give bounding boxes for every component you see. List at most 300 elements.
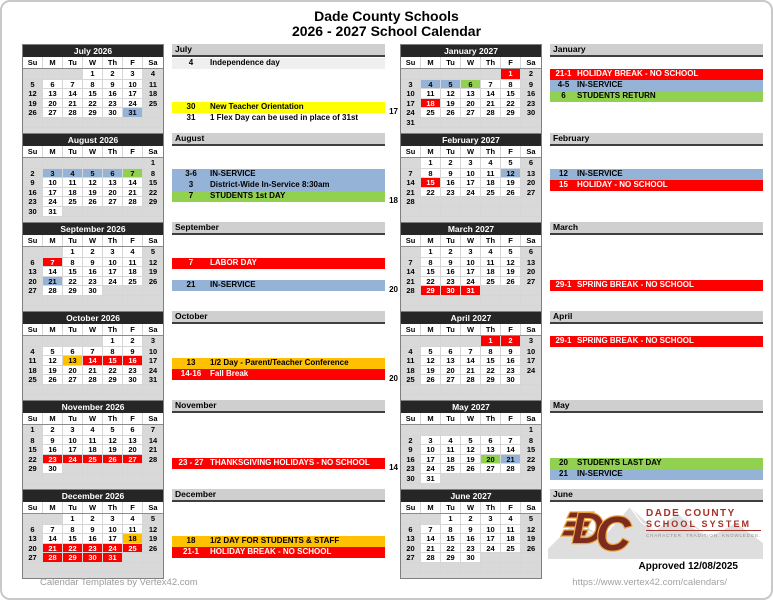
calendar-day-cell: 13 — [401, 533, 421, 543]
calendar-day-cell: 17 — [521, 355, 541, 365]
calendar-day-cell: 7 — [401, 168, 421, 178]
calendar-day-cell: 14 — [501, 444, 521, 454]
calendar-day-cell: 28 — [501, 463, 521, 473]
weekday-label: Sa — [526, 414, 536, 423]
calendar-day-cell: 29 — [501, 107, 521, 117]
event-date: 3 — [188, 180, 194, 189]
logo-line2: SCHOOL SYSTEM — [646, 519, 761, 531]
calendar-day-cell: 16 — [441, 177, 461, 187]
weekday-header-row — [401, 235, 541, 247]
calendar-empty-cell — [103, 562, 123, 572]
calendar-day-cell: 10 — [521, 346, 541, 356]
calendar-day-cell: 26 — [441, 107, 461, 117]
calendar-day-cell: 27 — [103, 196, 123, 206]
event-row — [172, 536, 385, 547]
calendar-day-cell: 31 — [421, 473, 441, 483]
calendar-empty-cell — [123, 117, 143, 127]
calendar-day-cell: 23 — [83, 276, 103, 286]
weekday-label: Tu — [441, 413, 461, 424]
month-notes-march — [550, 222, 763, 309]
weekday-label: Th — [481, 235, 501, 246]
calendar-day-cell: 14 — [421, 533, 441, 543]
calendar-day-cell: 28 — [421, 552, 441, 562]
weekday-label: M — [43, 235, 63, 246]
calendar-empty-cell — [481, 196, 501, 206]
calendar-empty-cell — [43, 514, 63, 524]
calendar-empty-cell — [83, 463, 103, 473]
calendar-day-cell: 18 — [401, 365, 421, 375]
calendar-day-cell: 19 — [83, 187, 103, 197]
calendar-day-cell: 13 — [441, 355, 461, 365]
calendar-day-cell: 26 — [143, 543, 163, 553]
weekday-label: Sa — [526, 236, 536, 245]
calendar-day-cell: 1 — [143, 158, 163, 168]
calendar-empty-cell — [103, 463, 123, 473]
calendar-day-cell: 12 — [143, 257, 163, 267]
calendar-day-cell: 2 — [461, 514, 481, 524]
calendar-day-cell: 16 — [123, 355, 143, 365]
month-notes-september — [172, 222, 385, 309]
calendar-day-cell: 31 — [461, 285, 481, 295]
notes-month-header: May — [550, 400, 763, 413]
event-date: 12 — [559, 169, 568, 178]
weekday-label: Th — [103, 146, 123, 157]
calendar-empty-cell — [461, 336, 481, 346]
calendar-day-cell: 12 — [83, 177, 103, 187]
calendar-day-cell: 20 — [461, 98, 481, 108]
weekday-header-row — [23, 413, 163, 425]
calendar-day-cell: 24 — [461, 276, 481, 286]
calendar-day-cell: 7 — [481, 79, 501, 89]
mini-calendar-june — [400, 489, 542, 579]
weekday-label: F — [501, 502, 521, 513]
calendar-day-cell: 15 — [441, 533, 461, 543]
calendar-footer-strip — [23, 305, 163, 311]
calendar-day-cell: 11 — [481, 168, 501, 178]
calendar-day-cell: 18 — [123, 533, 143, 543]
calendar-day-cell: 12 — [421, 355, 441, 365]
calendar-day-cell: 19 — [441, 98, 461, 108]
calendar-day-cell: 30 — [23, 206, 43, 216]
calendar-day-cell: 28 — [481, 107, 501, 117]
calendar-day-cell: 28 — [401, 285, 421, 295]
event-label: New Teacher Orientation — [210, 102, 304, 111]
mini-calendar-august — [22, 133, 164, 223]
weekday-header-row — [401, 413, 541, 425]
mini-calendar-january — [400, 44, 542, 134]
weekday-label: M — [421, 235, 441, 246]
calendar-empty-cell — [23, 69, 43, 79]
calendar-day-cell: 3 — [461, 247, 481, 257]
calendar-day-cell: 30 — [123, 374, 143, 384]
calendar-empty-cell — [401, 384, 421, 394]
calendar-grid — [401, 247, 541, 305]
calendar-day-cell: 15 — [143, 177, 163, 187]
calendar-day-cell: 27 — [63, 374, 83, 384]
event-date: 21 — [186, 280, 196, 289]
calendar-empty-cell — [143, 295, 163, 305]
month-block-february — [389, 133, 763, 222]
calendar-day-cell: 10 — [143, 346, 163, 356]
calendar-day-cell: 11 — [23, 355, 43, 365]
calendar-empty-cell — [83, 473, 103, 483]
weekday-label: Th — [481, 413, 501, 424]
calendar-empty-cell — [143, 552, 163, 562]
calendar-empty-cell — [441, 336, 461, 346]
calendar-empty-cell — [143, 206, 163, 216]
calendar-day-cell: 16 — [83, 533, 103, 543]
calendar-day-cell: 29 — [83, 107, 103, 117]
calendar-empty-cell — [63, 295, 83, 305]
calendar-empty-cell — [83, 384, 103, 394]
calendar-day-cell: 6 — [23, 524, 43, 534]
calendar-day-cell: 15 — [83, 88, 103, 98]
calendar-day-cell: 30 — [461, 552, 481, 562]
calendar-day-cell: 28 — [63, 107, 83, 117]
notes-month-header: April — [550, 311, 763, 324]
calendar-day-cell: 18 — [83, 444, 103, 454]
calendar-day-cell: 3 — [421, 435, 441, 445]
calendar-day-cell: 26 — [501, 187, 521, 197]
calendar-day-cell: 20 — [63, 365, 83, 375]
calendar-empty-cell — [123, 562, 143, 572]
month-block-january — [389, 44, 763, 133]
calendar-empty-cell — [63, 473, 83, 483]
calendar-day-cell: 27 — [441, 374, 461, 384]
monogram-letter-d: D — [572, 504, 604, 553]
calendar-empty-cell — [23, 247, 43, 257]
calendar-day-cell: 15 — [23, 444, 43, 454]
calendar-day-cell: 27 — [23, 285, 43, 295]
calendar-empty-cell — [63, 384, 83, 394]
calendar-month-title: January 2027 — [401, 45, 541, 57]
event-date: 20 — [559, 458, 568, 467]
calendar-day-cell: 8 — [103, 346, 123, 356]
weekday-label: M — [421, 146, 441, 157]
weekday-label: W — [461, 413, 481, 424]
calendar-empty-cell — [501, 285, 521, 295]
event-label: STUDENTS LAST DAY — [577, 458, 662, 467]
calendar-day-cell: 22 — [103, 365, 123, 375]
calendar-empty-cell — [123, 552, 143, 562]
calendar-empty-cell — [23, 384, 43, 394]
calendar-day-cell: 21 — [481, 98, 501, 108]
event-date: 7 — [188, 258, 194, 267]
calendar-empty-cell — [63, 336, 83, 346]
event-row — [550, 469, 763, 480]
event-row — [172, 458, 385, 469]
calendar-day-cell: 22 — [481, 365, 501, 375]
calendar-empty-cell — [103, 158, 123, 168]
calendar-empty-cell — [83, 158, 103, 168]
calendar-empty-cell — [421, 514, 441, 524]
calendar-day-cell: 5 — [461, 435, 481, 445]
calendar-empty-cell — [83, 206, 103, 216]
event-row — [550, 80, 763, 91]
calendar-day-cell: 20 — [23, 276, 43, 286]
calendar-day-cell: 19 — [43, 365, 63, 375]
event-label: SPRING BREAK - NO SCHOOL — [577, 280, 694, 289]
calendar-day-cell: 27 — [43, 107, 63, 117]
calendar-day-cell: 20 — [103, 187, 123, 197]
calendar-day-cell: 29 — [441, 552, 461, 562]
weekday-label: M — [421, 324, 441, 335]
month-notes-december — [172, 489, 385, 576]
calendar-footer-strip — [401, 394, 541, 400]
calendar-empty-cell — [481, 552, 501, 562]
month-block-july — [22, 44, 385, 133]
calendar-footer-strip — [401, 572, 541, 578]
event-label: IN-SERVICE — [210, 280, 256, 289]
weekday-header-row — [401, 324, 541, 336]
calendar-day-cell: 10 — [103, 257, 123, 267]
calendar-day-cell: 4 — [501, 514, 521, 524]
calendar-day-cell: 8 — [23, 435, 43, 445]
calendar-day-cell: 7 — [401, 257, 421, 267]
event-date: 29-1 — [555, 336, 572, 345]
calendar-day-cell: 20 — [23, 543, 43, 553]
event-label: STUDENTS 1st DAY — [210, 191, 286, 200]
weekday-label: Su — [23, 57, 43, 68]
weekday-label: F — [123, 235, 143, 246]
calendar-empty-cell — [501, 473, 521, 483]
weekday-header-row — [23, 57, 163, 69]
calendar-footer-strip — [401, 127, 541, 133]
weekday-header-row — [23, 324, 163, 336]
calendar-day-cell: 3 — [481, 514, 501, 524]
weekday-label: M — [43, 57, 63, 68]
calendar-day-cell: 30 — [103, 107, 123, 117]
calendar-month-title: December 2026 — [23, 490, 163, 502]
calendar-day-cell: 22 — [521, 454, 541, 464]
calendar-day-cell: 14 — [401, 177, 421, 187]
calendar-day-cell: 11 — [123, 257, 143, 267]
weekday-label: F — [501, 413, 521, 424]
calendar-footer-strip — [23, 394, 163, 400]
notes-month-header: June — [550, 489, 763, 502]
calendar-day-cell: 5 — [421, 346, 441, 356]
weekday-label: Tu — [441, 502, 461, 513]
approved-date: Approved 12/08/2025 — [638, 561, 738, 572]
calendar-day-cell: 3 — [521, 336, 541, 346]
calendar-empty-cell — [441, 69, 461, 79]
calendar-day-cell: 20 — [441, 365, 461, 375]
calendar-empty-cell — [501, 552, 521, 562]
weekday-label: Sa — [148, 236, 158, 245]
calendar-day-cell: 14 — [43, 266, 63, 276]
calendar-empty-cell — [521, 196, 541, 206]
calendar-day-cell: 19 — [23, 98, 43, 108]
calendar-day-cell: 28 — [43, 285, 63, 295]
calendar-day-cell: 26 — [23, 107, 43, 117]
calendar-empty-cell — [123, 285, 143, 295]
event-label: LABOR DAY — [210, 258, 257, 267]
school-days-count: 14 — [389, 463, 398, 472]
month-block-september — [22, 222, 385, 311]
month-notes-august — [172, 133, 385, 220]
calendar-day-cell: 13 — [43, 88, 63, 98]
event-row — [550, 180, 763, 191]
calendar-day-cell: 16 — [401, 454, 421, 464]
calendar-footer-strip — [401, 305, 541, 311]
event-label: IN-SERVICE — [577, 80, 623, 89]
calendar-day-cell: 14 — [143, 435, 163, 445]
calendar-day-cell: 9 — [521, 79, 541, 89]
calendar-day-cell: 29 — [103, 374, 123, 384]
calendar-day-cell: 15 — [421, 177, 441, 187]
calendar-day-cell: 27 — [521, 276, 541, 286]
calendar-day-cell: 9 — [441, 168, 461, 178]
calendar-grid — [401, 336, 541, 394]
weekday-label: Th — [103, 502, 123, 513]
calendar-empty-cell — [63, 69, 83, 79]
calendar-day-cell: 15 — [421, 266, 441, 276]
calendar-empty-cell — [501, 196, 521, 206]
calendar-grid — [401, 514, 541, 572]
calendar-empty-cell — [421, 425, 441, 435]
calendar-day-cell: 1 — [521, 425, 541, 435]
mini-calendar-april — [400, 311, 542, 401]
calendar-day-cell: 29 — [481, 374, 501, 384]
calendar-empty-cell — [123, 295, 143, 305]
weekday-label: Th — [103, 324, 123, 335]
weekday-label: Sa — [148, 503, 158, 512]
calendar-empty-cell — [461, 295, 481, 305]
calendar-day-cell: 6 — [23, 257, 43, 267]
calendar-empty-cell — [143, 473, 163, 483]
calendar-day-cell: 31 — [103, 552, 123, 562]
calendar-day-cell: 13 — [481, 444, 501, 454]
calendar-empty-cell — [401, 336, 421, 346]
event-row — [172, 369, 385, 380]
calendar-grid — [401, 425, 541, 483]
calendar-day-cell: 18 — [143, 88, 163, 98]
calendar-day-cell: 17 — [481, 533, 501, 543]
event-date: 23 - 27 — [178, 458, 204, 467]
school-days-count: 17 — [389, 107, 398, 116]
calendar-day-cell: 10 — [103, 524, 123, 534]
calendar-day-cell: 2 — [501, 336, 521, 346]
weekday-label: Th — [481, 146, 501, 157]
calendar-empty-cell — [521, 562, 541, 572]
calendar-empty-cell — [123, 206, 143, 216]
calendar-day-cell: 9 — [103, 79, 123, 89]
weekday-label: Sa — [148, 58, 158, 67]
calendar-day-cell: 8 — [441, 524, 461, 534]
calendar-month-title: April 2027 — [401, 312, 541, 324]
calendar-empty-cell — [421, 69, 441, 79]
month-notes-may — [550, 400, 763, 487]
calendar-empty-cell — [143, 463, 163, 473]
calendar-day-cell: 10 — [461, 168, 481, 178]
calendar-day-cell: 23 — [441, 187, 461, 197]
weekday-label: W — [461, 146, 481, 157]
event-label: IN-SERVICE — [577, 169, 623, 178]
calendar-day-cell: 12 — [441, 88, 461, 98]
calendar-empty-cell — [43, 117, 63, 127]
weekday-label: Tu — [441, 146, 461, 157]
calendar-day-cell: 17 — [401, 98, 421, 108]
event-date: 21-1 — [555, 69, 572, 78]
calendar-day-cell: 15 — [501, 88, 521, 98]
weekday-label: M — [43, 324, 63, 335]
calendar-day-cell: 12 — [143, 524, 163, 534]
calendar-day-cell: 25 — [481, 187, 501, 197]
event-date: 31 — [186, 113, 196, 122]
event-row — [550, 169, 763, 180]
calendar-day-cell: 7 — [461, 346, 481, 356]
weekday-label: Sa — [526, 325, 536, 334]
calendar-empty-cell — [441, 117, 461, 127]
calendar-day-cell: 11 — [421, 88, 441, 98]
event-date: 7 — [188, 191, 194, 200]
calendar-day-cell: 14 — [481, 88, 501, 98]
calendar-day-cell: 23 — [83, 543, 103, 553]
calendar-month-title: November 2026 — [23, 401, 163, 413]
vertex42-url-link[interactable]: https://www.vertex42.com/calendars/ — [572, 577, 727, 588]
calendar-empty-cell — [501, 206, 521, 216]
weekday-label: F — [501, 57, 521, 68]
event-label: HOLIDAY - NO SCHOOL — [577, 180, 668, 189]
calendar-day-cell: 24 — [103, 543, 123, 553]
calendar-day-cell: 17 — [123, 88, 143, 98]
calendar-empty-cell — [401, 425, 421, 435]
event-label: Fall Break — [210, 369, 249, 378]
calendar-day-cell: 21 — [143, 444, 163, 454]
calendar-empty-cell — [83, 295, 103, 305]
weekday-label: Sa — [526, 147, 536, 156]
notes-month-header: November — [172, 400, 385, 413]
calendar-day-cell: 21 — [461, 365, 481, 375]
calendar-empty-cell — [461, 384, 481, 394]
calendar-day-cell: 5 — [83, 168, 103, 178]
calendar-day-cell: 12 — [43, 355, 63, 365]
district-logo — [548, 497, 763, 559]
event-label: STUDENTS RETURN — [577, 91, 656, 100]
calendar-empty-cell — [23, 562, 43, 572]
calendar-month-title: October 2026 — [23, 312, 163, 324]
calendar-day-cell: 2 — [441, 247, 461, 257]
calendar-empty-cell — [23, 117, 43, 127]
calendar-day-cell: 15 — [521, 444, 541, 454]
event-row — [172, 58, 385, 69]
weekday-label: W — [83, 502, 103, 513]
calendar-day-cell: 10 — [461, 257, 481, 267]
calendar-day-cell: 2 — [103, 69, 123, 79]
calendar-day-cell: 6 — [481, 435, 501, 445]
calendar-day-cell: 25 — [441, 463, 461, 473]
calendar-day-cell: 11 — [401, 355, 421, 365]
calendar-day-cell: 23 — [123, 365, 143, 375]
calendar-day-cell: 20 — [401, 543, 421, 553]
calendar-day-cell: 27 — [461, 107, 481, 117]
calendar-empty-cell — [401, 69, 421, 79]
calendar-day-cell: 25 — [83, 454, 103, 464]
calendar-day-cell: 1 — [83, 69, 103, 79]
calendar-empty-cell — [521, 384, 541, 394]
calendar-empty-cell — [481, 285, 501, 295]
calendar-day-cell: 21 — [501, 454, 521, 464]
calendar-day-cell: 3 — [103, 247, 123, 257]
calendar-empty-cell — [23, 295, 43, 305]
calendar-empty-cell — [63, 117, 83, 127]
calendar-day-cell: 22 — [83, 98, 103, 108]
weekday-label: Tu — [63, 413, 83, 424]
weekday-label: Su — [23, 146, 43, 157]
calendar-empty-cell — [441, 473, 461, 483]
calendar-day-cell: 19 — [143, 266, 163, 276]
calendar-day-cell: 22 — [421, 276, 441, 286]
